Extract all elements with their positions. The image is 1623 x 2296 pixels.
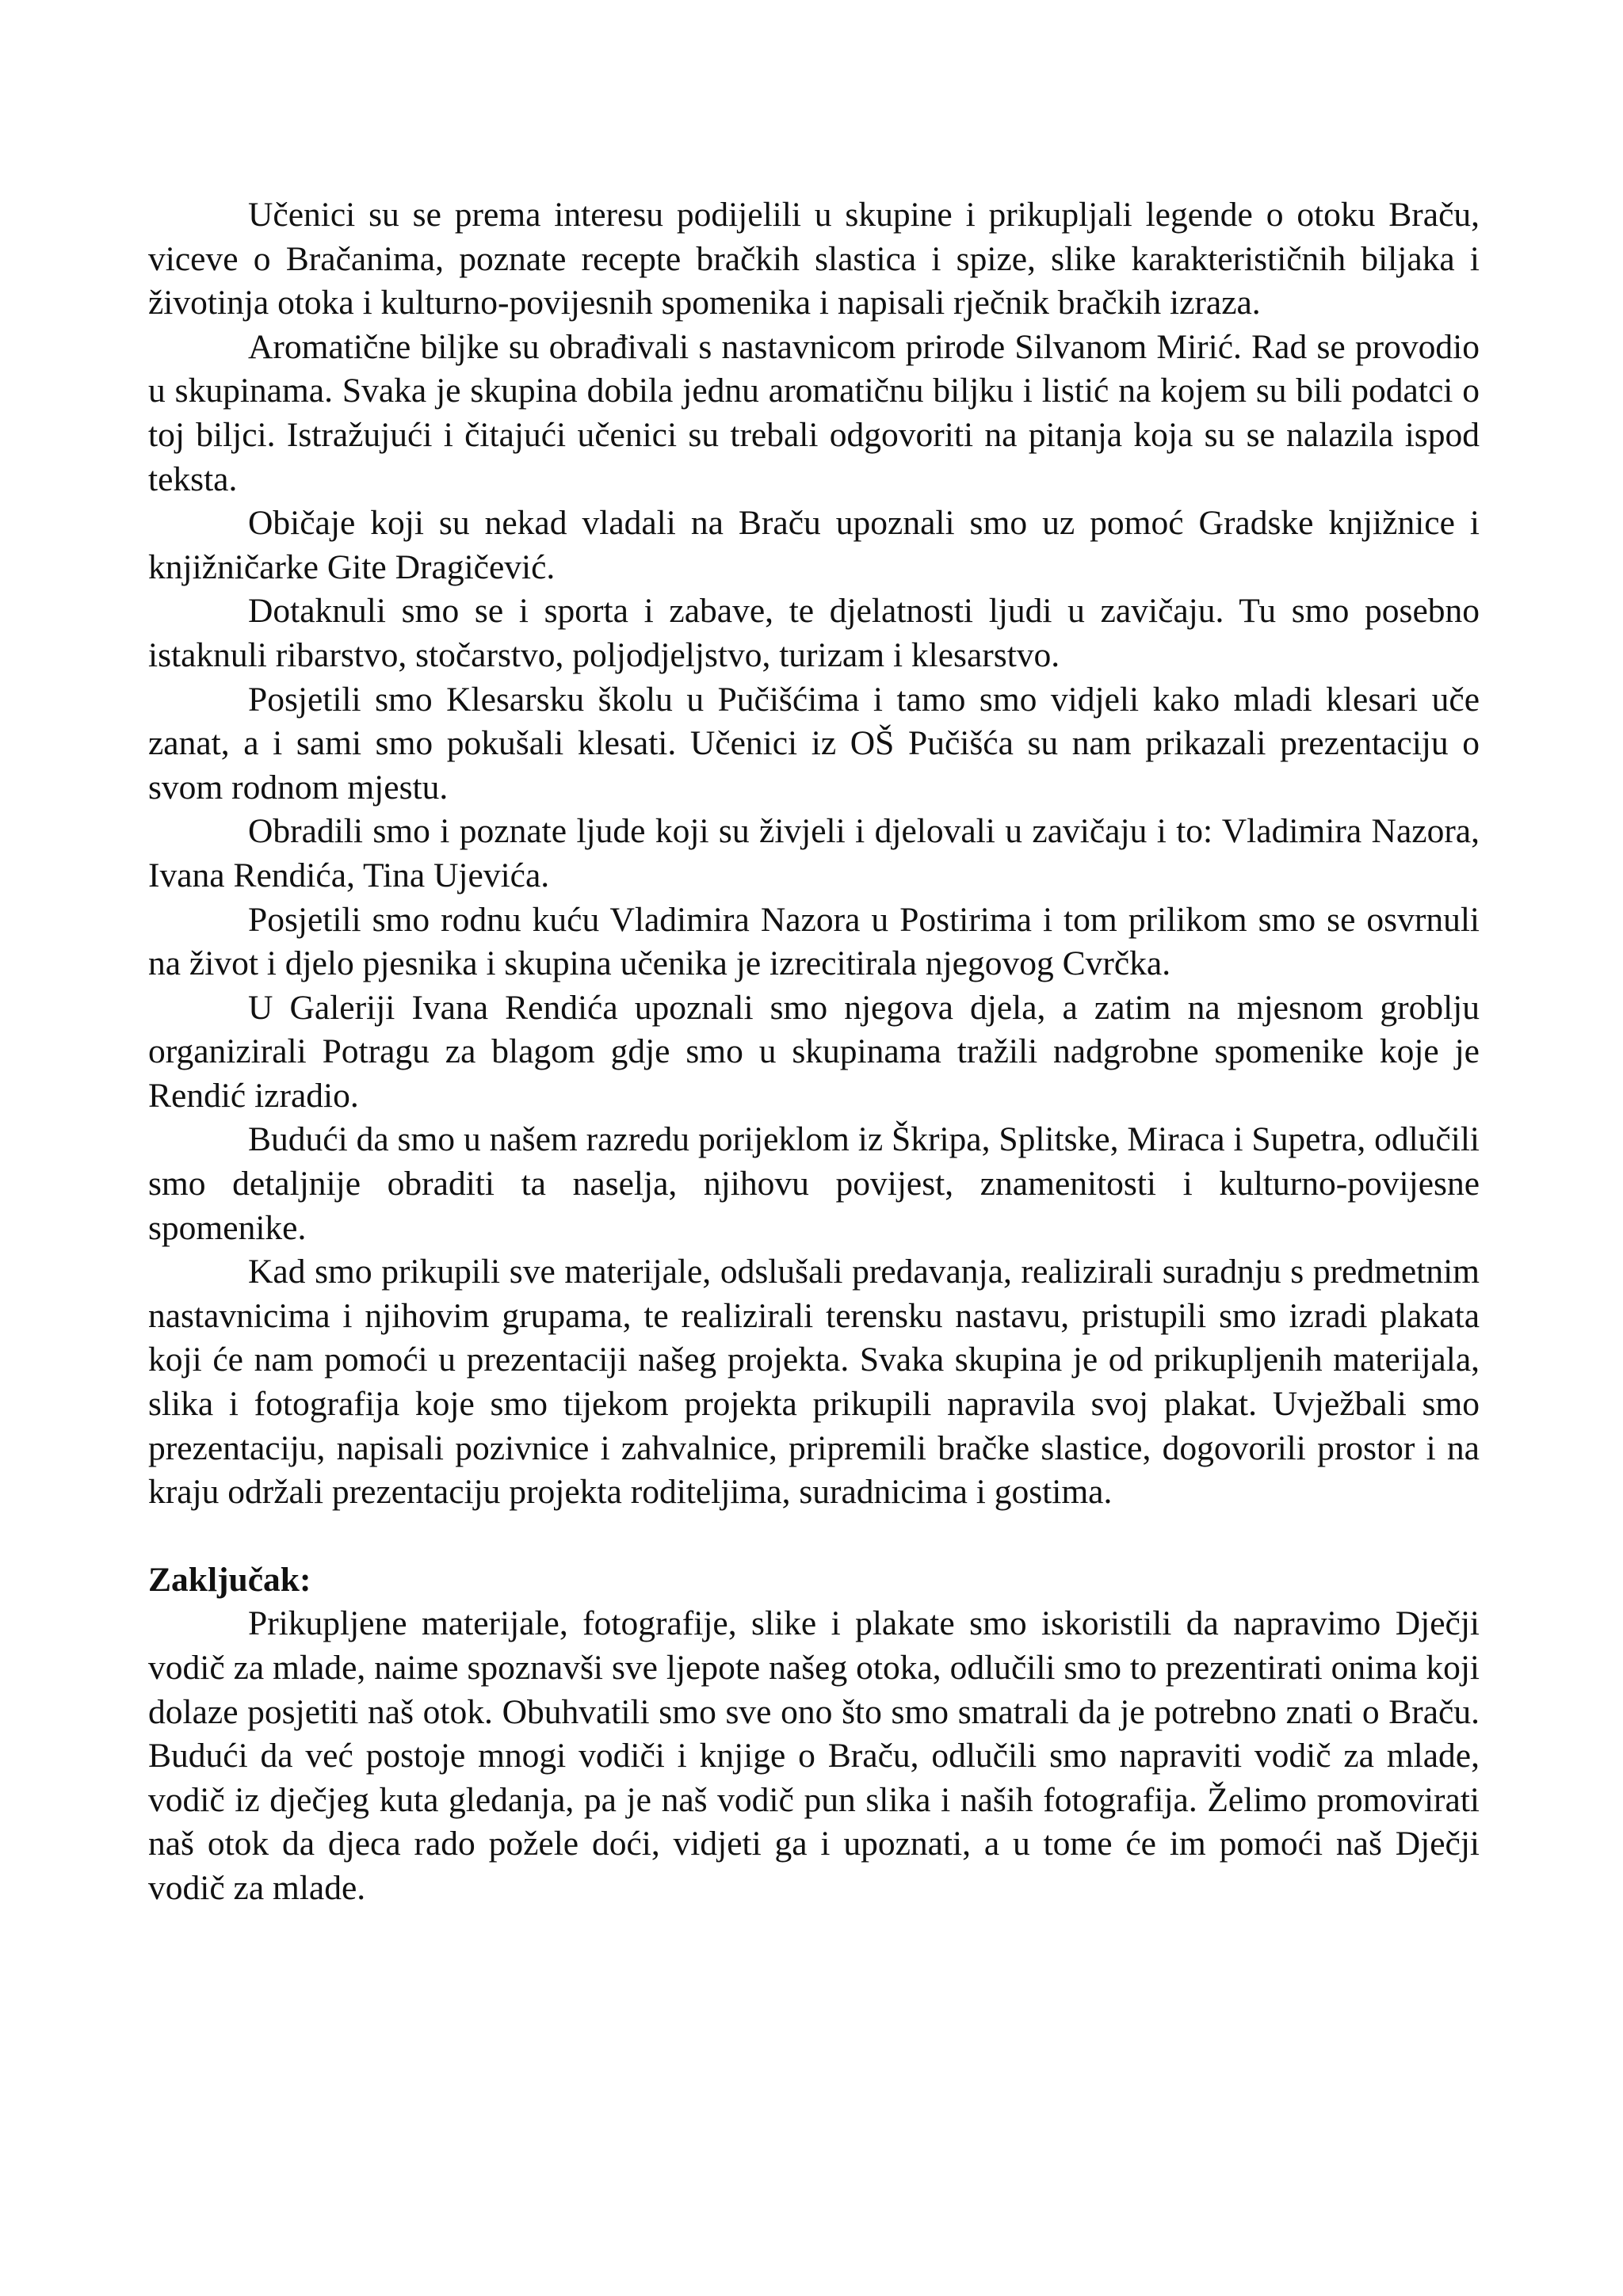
paragraph-stonemason-school: Posjetili smo Klesarsku školu u Pučišćima i tamo smo vidjeli kako mladi klesari uče zanat, a i sami smo pokušali klesati. Učenici iz OŠ Pučišća su nam prikazali prezentaciju o svom rodnom mjestu. xyxy=(148,680,1480,807)
paragraph-sport-activities: Dotaknuli smo se i sporta i zabave, te djelatnosti ljudi u zavičaju. Tu smo posebno istaknuli ribarstvo, stočarstvo, poljodjeljstvo, turizam i klesarstvo. xyxy=(148,592,1480,674)
paragraph-settlements: Budući da smo u našem razredu porijeklom iz Škripa, Splitske, Miraca i Supetra, odlučili smo detaljnije obraditi ta naselja, njihovu povijest, znamenitosti i kulturno-povijesne spomenike. xyxy=(148,1120,1480,1247)
conclusion-heading: Zaključak: xyxy=(148,1560,311,1599)
paragraph-nazor-house: Posjetili smo rodnu kuću Vladimira Nazora u Postirima i tom prilikom smo se osvrnuli na život i djelo pjesnika i skupina učenika je izrecitirala njegovog Cvrčka. xyxy=(148,900,1480,983)
paragraph-aromatic-plants: Aromatične biljke su obrađivali s nastavnicom prirode Silvanom Mirić. Rad se provodio u skupinama. Svaka je skupina dobila jednu aromatičnu biljku i listić na kojem su bili podatci o toj biljci. Istražujući i čitajući učenici su trebali odgovoriti na pitanja koja su se nalazila ispod teksta. xyxy=(148,327,1480,498)
paragraph-groups: Učenici su se prema interesu podijelili u skupine i prikupljali legende o otoku Braču, viceve o Bračanima, poznate recepte bračkih slastica i spize, slike karakterističnih biljaka i životinja otoka i kulturno-povijesnih spomenika i napisali rječnik bračkih izraza. xyxy=(148,196,1480,322)
paragraph-famous-people: Obradili smo i poznate ljude koji su živjeli i djelovali u zavičaju i to: Vladimira Nazora, Ivana Rendića, Tina Ujevića. xyxy=(148,812,1480,894)
paragraph-presentation: Kad smo prikupili sve materijale, odslušali predavanja, realizirali suradnju s predmetnim nastavnicima i njihovim grupama, te realizirali terensku nastavu, pristupili smo izradi plakata koji će nam pomoći u prezentaciji našeg projekta. Svaka skupina je od prikupljenih materijala, slika i fotografija koje smo tijekom projekta prikupili napravila svoj plakat. Uvježbali smo prezentaciju, napisali pozivnice i zahvalnice, pripremili bračke slastice, dogovorili prostor i na kraju održali prezentaciju projekta roditeljima, suradnicima i gostima. xyxy=(148,1253,1480,1512)
conclusion-paragraph: Prikupljene materijale, fotografije, slike i plakate smo iskoristili da napravimo Dječji vodič za mlade, naime spoznavši sve ljepote našeg otoka, odlučili smo to prezentirati onima koji dolaze posjetiti naš otok. Obuhvatili smo sve ono što smo smatrali da je potrebno znati o Braču. Budući da već postoje mnogi vodiči i knjige o Braču, odlučili smo napraviti vodič za mlade, vodič iz dječjeg kuta gledanja, pa je naš vodič pun slika i naših fotografija. Želimo promovirati naš otok da djeca rado požele doći, vidjeti ga i upoznati, a u tome će im pomoći naš Dječji vodič za mlade. xyxy=(148,1604,1480,1907)
document-page xyxy=(148,193,1480,1911)
paragraph-customs: Običaje koji su nekad vladali na Braču upoznali smo uz pomoć Gradske knjižnice i knjižničarke Gite Dragičević. xyxy=(148,504,1480,586)
paragraph-rendic-gallery: U Galeriji Ivana Rendića upoznali smo njegova djela, a zatim na mjesnom groblju organizirali Potragu za blagom gdje smo u skupinama tražili nadgrobne spomenike koje je Rendić izradio. xyxy=(148,988,1480,1115)
